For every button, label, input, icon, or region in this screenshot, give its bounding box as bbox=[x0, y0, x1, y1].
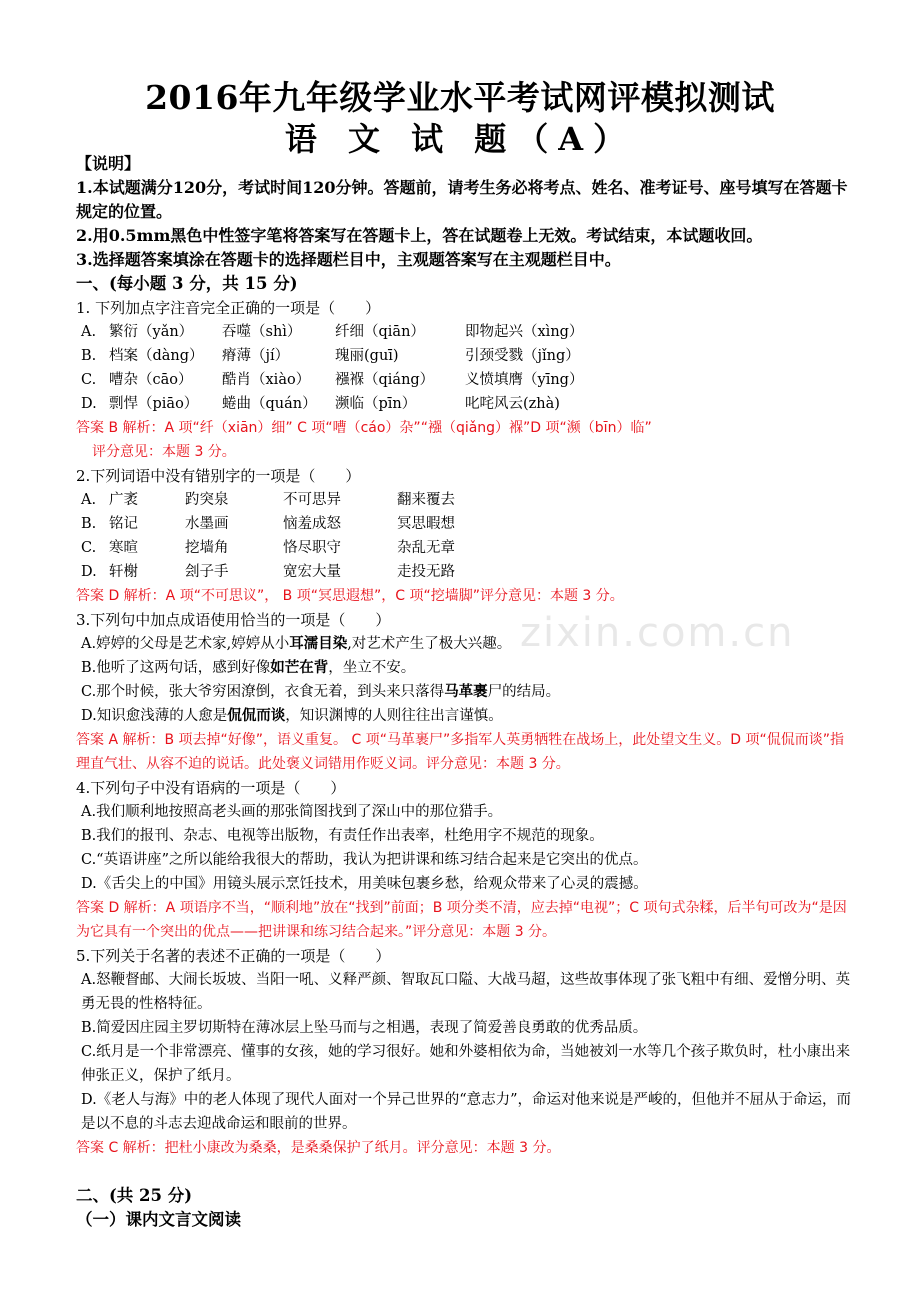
question-2-option-b: B. 铭记 水墨画 恼羞成怒 冥思暇想 bbox=[81, 516, 455, 532]
instructions-heading: 【说明】 bbox=[76, 154, 141, 173]
question-2-option-d: D. 轩榭 刽子手 宽宏大量 走投无路 bbox=[81, 564, 455, 580]
section-1-heading: 一、(每小题 3 分，共 15 分) bbox=[76, 274, 298, 293]
question-5-option-a: A.怒鞭督邮、大闹长坂坡、当阳一吼、义释严颜、智取瓦口隘、大战马超，这些故事体现了张飞粗中有细、爱憎分明、英勇无畏的性格特征。 bbox=[81, 972, 851, 1012]
question-4-option-b: B.我们的报刊、杂志、电视等出版物，有责任作出表率，杜绝用字不规范的现象。 bbox=[81, 828, 604, 844]
section-2-heading: 二、(共 25 分) bbox=[76, 1186, 193, 1205]
question-4-option-d: D.《舌尖上的中国》用镜头展示烹饪技术，用美味包裹乡愁，给观众带来了心灵的震撼。 bbox=[81, 876, 648, 892]
question-4-answer: 答案 D 解析：A 项语序不当，“顺利地”放在“找到”前面；B 项分类不清，应去掉“电视”；C 项句式杂糅，后半句可改为“是因为它具有一个突出的优点——把讲课和练习结合起来。”评分意见：本题 3 分。 bbox=[76, 900, 847, 940]
question-2-answer: 答案 D 解析：A 项“不可思议”， B 项“冥思遐想”，C 项“挖墙脚”评分意见：本题 3 分。 bbox=[76, 588, 624, 604]
question-3-option-b: B.他听了这两句话，感到好像如芒在背，坐立不安。 bbox=[81, 659, 416, 676]
question-5-answer: 答案 C 解析：把杜小康改为桑桑，是桑桑保护了纸月。评分意见：本题 3 分。 bbox=[76, 1140, 561, 1156]
question-3-answer: 答案 A 解析：B 项去掉“好像”，语义重复。 C 项“马革裹尸”多指军人英勇牺牲在战场上，此处望文生义。D 项“侃侃而谈”指理直气壮、从容不迫的说话。此处褒义词错用作贬义词。评分意见：本题 3 分。 bbox=[76, 732, 844, 772]
question-1-score: 评分意见：本题 3 分。 bbox=[92, 444, 236, 460]
question-4-stem: 4.下列句子中没有语病的一项是（ ） bbox=[76, 779, 346, 797]
exam-content bbox=[76, 152, 856, 1232]
question-1-option-b: B. 档案（dàng） 瘠薄（jí） 瑰丽(guī) 引颈受戮（jǐng） bbox=[81, 348, 580, 364]
watermark: zixin.com.cn bbox=[520, 610, 795, 656]
question-1-option-c: C. 嘈杂（cāo） 酷肖（xiào） 襁褓（qiáng） 义愤填膺（yīng） bbox=[81, 372, 584, 388]
question-5-option-b: B.简爱因庄园主罗切斯特在薄冰层上坠马而与之相遇，表现了简爱善良勇敢的优秀品质。 bbox=[81, 1020, 648, 1036]
question-3-option-d: D.知识愈浅薄的人愈是侃侃而谈，知识渊博的人则往往出言谨慎。 bbox=[81, 707, 503, 724]
instruction-1: 1.本试题满分120分，考试时间120分钟。答题前，请考生务必将考点、姓名、准考证号、座号填写在答题卡规定的位置。 bbox=[76, 178, 848, 221]
question-5-option-c: C.纸月是一个非常漂亮、懂事的女孩，她的学习很好。她和外婆相依为命，当她被刘一水等几个孩子欺负时，杜小康出来伸张正义，保护了纸月。 bbox=[81, 1044, 851, 1084]
question-2-option-a: A. 广袤 趵突泉 不可思异 翻来覆去 bbox=[81, 492, 455, 508]
question-3-option-c: C.那个时候，张大爷穷困潦倒，衣食无着，到头来只落得马革裹尸的结局。 bbox=[81, 683, 561, 700]
question-5-stem: 5.下列关于名著的表述不正确的一项是（ ） bbox=[76, 947, 391, 965]
question-1-option-a: A. 繁衍（yǎn） 吞噬（shì） 纤细（qiān） 即物起兴（xìng） bbox=[81, 324, 584, 340]
question-4-option-c: C.“英语讲座”之所以能给我很大的帮助，我认为把讲课和练习结合起来是它突出的优点。 bbox=[81, 852, 648, 868]
question-1-option-d: D. 剽悍（piāo） 蜷曲（quán） 濒临（pīn） 叱咤风云(zhà) bbox=[81, 396, 560, 412]
question-2-stem: 2.下列词语中没有错别字的一项是（ ） bbox=[76, 467, 361, 485]
question-2-option-c: C. 寒暄 挖墙角 恪尽职守 杂乱无章 bbox=[81, 540, 455, 556]
instruction-2: 2.用0.5mm黑色中性签字笔将答案写在答题卡上，答在试题卷上无效。考试结束，本试题收回。 bbox=[76, 226, 763, 245]
exam-title: 2016年九年级学业水平考试网评模拟测试 bbox=[145, 78, 775, 117]
question-1-answer: 答案 B 解析：A 项“纤（xiān）细” C 项“嘈（cáo）杂”“襁（qiǎng）褓”D 项“濒（bīn）临” bbox=[76, 420, 652, 436]
question-4-option-a: A.我们顺利地按照高老头画的那张简图找到了深山中的那位猎手。 bbox=[81, 804, 503, 820]
question-5-option-d: D.《老人与海》中的老人体现了现代人面对一个异己世界的“意志力”，命运对他来说是严峻的，但他并不屈从于命运，而是以不息的斗志去迎战命运和眼前的世界。 bbox=[81, 1092, 852, 1132]
question-3-option-a: A.婷婷的父母是艺术家,婷婷从小耳濡目染,对艺术产生了极大兴趣。 bbox=[81, 635, 512, 652]
instruction-3: 3.选择题答案填涂在答题卡的选择题栏目中，主观题答案写在主观题栏目中。 bbox=[76, 250, 621, 269]
section-2-sub1-heading: （一）课内文言文阅读 bbox=[76, 1210, 241, 1229]
question-3-stem: 3.下列句中加点成语使用恰当的一项是（ ） bbox=[76, 611, 391, 629]
question-1-stem: 1. 下列加点字注音完全正确的一项是（ ） bbox=[76, 299, 381, 317]
exam-subtitle: 语 文 试 题（A） bbox=[284, 120, 636, 158]
